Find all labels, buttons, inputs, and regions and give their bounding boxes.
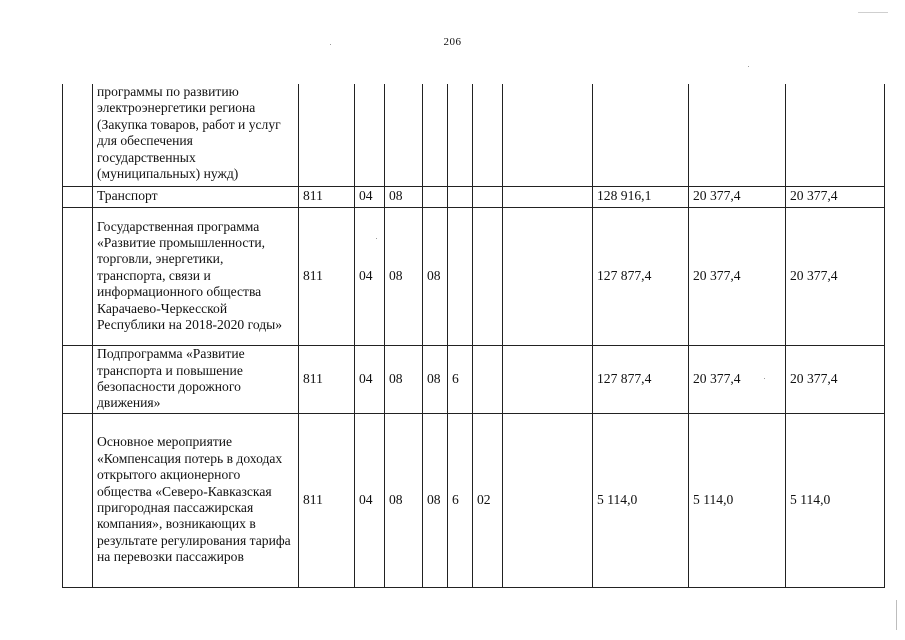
program-code-cell: 08 (423, 413, 448, 587)
row-name-cell: Подпрограмма «Развитие транспорта и повышение безопасности дорожного движения» (93, 345, 299, 413)
amount-year1-cell: 5 114,0 (593, 413, 689, 587)
subsection-code-cell: 08 (385, 413, 423, 587)
subsection-code-cell (385, 84, 423, 186)
amount-year1-cell: 127 877,4 (593, 345, 689, 413)
expense-type-cell (503, 207, 593, 345)
subprogram-code-cell (448, 186, 473, 207)
table-row (63, 186, 885, 207)
amount-year1-cell: 127 877,4 (593, 207, 689, 345)
row-name-cell: Основное мероприятие «Компенсация потерь в доходах открытого акционерного общества «Северо-Кавказская пригородная пассажирская компания», возникающих в результате регулирования тарифа на перевозки пассажиров (93, 413, 299, 587)
activity-code-cell: 02 (473, 413, 503, 587)
subprogram-code-cell: 6 (448, 413, 473, 587)
table-row (63, 413, 885, 587)
table-row (63, 345, 885, 413)
amount-year1-cell: 128 916,1 (593, 186, 689, 207)
expense-type-cell (503, 186, 593, 207)
subsection-code-cell: 08 (385, 345, 423, 413)
program-code-cell: 08 (423, 207, 448, 345)
amount-year1-cell (593, 84, 689, 186)
section-code-cell: 04 (355, 207, 385, 345)
amount-year2-cell: 20 377,4 (689, 345, 786, 413)
ministry-code-cell: 811 (299, 207, 355, 345)
row-name-cell: Транспорт (93, 186, 299, 207)
activity-code-cell (473, 186, 503, 207)
row-margin-cell (63, 207, 93, 345)
subsection-code-cell: 08 (385, 207, 423, 345)
section-code-cell (355, 84, 385, 186)
row-name-cell: программы по развитию электроэнергетики региона (Закупка товаров, работ и услуг для обеспечения государственных (муниципальных) нужд) (93, 84, 299, 186)
row-margin-cell (63, 186, 93, 207)
amount-year3-cell: 20 377,4 (786, 207, 885, 345)
ministry-code-cell (299, 84, 355, 186)
amount-year2-cell (689, 84, 786, 186)
amount-year3-cell (786, 84, 885, 186)
program-code-cell (423, 186, 448, 207)
program-code-cell (423, 84, 448, 186)
subsection-code-cell: 08 (385, 186, 423, 207)
scan-speck (376, 238, 377, 239)
expense-type-cell (503, 84, 593, 186)
row-name-cell: Государственная программа «Развитие промышленности, торговли, энергетики, транспорта, связи и информационного общества Карачаево-Черкесской Республики на 2018-2020 годы» (93, 207, 299, 345)
subprogram-code-cell (448, 207, 473, 345)
amount-year2-cell: 20 377,4 (689, 207, 786, 345)
ministry-code-cell: 811 (299, 186, 355, 207)
scan-speck (748, 66, 749, 67)
row-margin-cell (63, 345, 93, 413)
ministry-code-cell: 811 (299, 413, 355, 587)
section-code-cell: 04 (355, 345, 385, 413)
budget-table (62, 84, 885, 588)
activity-code-cell (473, 207, 503, 345)
activity-code-cell (473, 84, 503, 186)
page-number: 206 (443, 36, 462, 48)
program-code-cell: 08 (423, 345, 448, 413)
table-row (63, 84, 885, 186)
amount-year2-cell: 20 377,4 (689, 186, 786, 207)
row-margin-cell (63, 84, 93, 186)
expense-type-cell (503, 345, 593, 413)
activity-code-cell (473, 345, 503, 413)
row-margin-cell (63, 413, 93, 587)
section-code-cell: 04 (355, 413, 385, 587)
amount-year3-cell: 20 377,4 (786, 345, 885, 413)
subprogram-code-cell (448, 84, 473, 186)
table-row (63, 207, 885, 345)
scan-speck (858, 12, 888, 13)
scan-speck (896, 600, 897, 630)
expense-type-cell (503, 413, 593, 587)
amount-year3-cell: 5 114,0 (786, 413, 885, 587)
scan-speck (330, 44, 331, 45)
ministry-code-cell: 811 (299, 345, 355, 413)
amount-year2-cell: 5 114,0 (689, 413, 786, 587)
scan-speck (764, 378, 765, 379)
subprogram-code-cell: 6 (448, 345, 473, 413)
amount-year3-cell: 20 377,4 (786, 186, 885, 207)
section-code-cell: 04 (355, 186, 385, 207)
